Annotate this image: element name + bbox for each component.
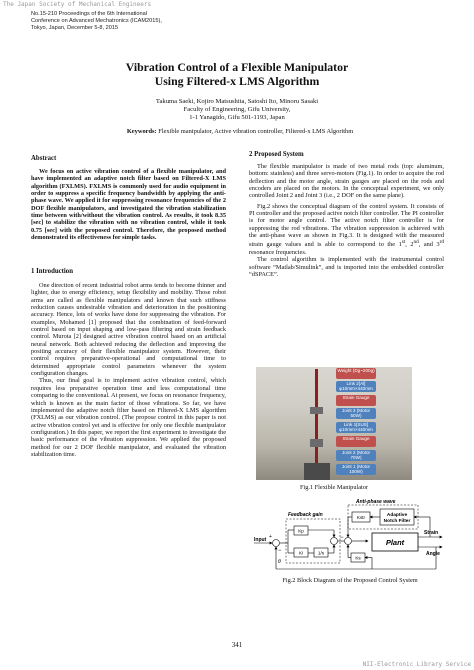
- photo-label: Strain Gauge: [336, 395, 376, 406]
- feedback-gain-label: Feedback gain: [288, 512, 323, 518]
- kstr-text: Kstr: [356, 515, 366, 520]
- theta-symbol: θ: [278, 559, 281, 565]
- manipulator-rod: [315, 369, 318, 469]
- system-paragraph: The control algorithm is implemented with the instrumental control software “Matlab/Simulink”, and is imported into the embedded controller “dSPACE”.: [249, 256, 444, 278]
- integrator-text: 1/s: [317, 550, 325, 556]
- sum-junction: [345, 538, 352, 545]
- abstract-body: [31, 168, 226, 241]
- photo-label: Link 1[SUS] φ10mm×440mm: [336, 422, 376, 433]
- system-paragraph: The flexible manipulator is made of two metal rods (top: aluminum, bottom: stainless) and three servo-motors (Fig.1). In order to acquire the rod deflection and the motor angle, strain gauges are placed on the rods and encoders are placed on the motors. In the conceptual experiment, we only controlled Joint 2 and Joint 3 (i.e., 2 DOF on the same plane).: [249, 163, 444, 200]
- intro-body: [31, 282, 226, 458]
- affiliation: Faculty of Engineering, Gifu University,: [183, 106, 291, 113]
- angle-label: Angle: [426, 551, 440, 557]
- notch-filter-text: Notch Filter: [383, 519, 411, 524]
- sum-junction: [273, 540, 280, 547]
- plus-sign: +: [269, 534, 272, 540]
- address: 1-1 Yanagido, Gifu 501-1193, Japan: [189, 114, 285, 121]
- joint-block: [310, 439, 323, 447]
- intro-heading: 1 Introduction: [31, 268, 73, 275]
- proceedings-line: Conference on Advanced Mechatronics (ICAM2015),: [31, 18, 162, 24]
- anti-phase-label: Anti-phase wave: [356, 499, 396, 505]
- sum-junction: [331, 538, 338, 545]
- photo-label: Strain Gauge: [336, 436, 376, 447]
- adaptive-text: Adaptive: [386, 513, 408, 518]
- minus-sign: −: [278, 548, 282, 554]
- watermark-top: The Japan Society of Mechanical Engineers: [3, 1, 152, 8]
- base-motor: [304, 463, 330, 480]
- photo-label: Joint 1 (Motor 100W): [336, 464, 376, 475]
- keywords-text: Flexible manipulator, Active vibration controller, Filtered-x LMS Algorithm: [158, 128, 354, 135]
- system-heading: 2 Proposed System: [249, 151, 304, 158]
- title-line: Vibration Control of a Flexible Manipulator: [125, 60, 349, 74]
- photo-label: Weight (Dg~200g): [336, 368, 376, 379]
- authors: Takuma Saeki, Kojiro Matsushita, Satoshi Ito, Minoru Sasaki: [155, 98, 319, 105]
- fig2-caption: Fig.2 Block Diagram of the Proposed Control System: [282, 577, 418, 584]
- ks-text: Ks: [355, 555, 361, 561]
- block-diagram: [252, 497, 448, 575]
- system-paragraph: Fig.2 shows the conceptual diagram of the control system. It consists of PI controller and the proposed active notch filter controller. The PI controller is for motor angle control. The active notch filter controller is for suppressing the rod vibrations. The vibration suppression is achieved with the anti-phase wave as shown in Fig.3. It is designed with the measured strain gauge values and is able to correspond to the 1st, 2nd, and 3rd resonance frequencies.: [249, 202, 445, 256]
- keywords: [40, 128, 440, 135]
- abstract-heading: Abstract: [31, 155, 57, 162]
- proceedings-line: Tokyo, Japan, December 5-8, 2015: [31, 25, 119, 31]
- proceedings-info: [31, 11, 162, 32]
- keywords-label: Keywords:: [126, 128, 157, 135]
- ki-text: Ki: [298, 550, 304, 556]
- photo-label: Joint 2 (Motor 70W): [336, 450, 376, 461]
- plant-text: Plant: [385, 538, 405, 547]
- abstract-text: We focus on active vibration control of a flexible manipulator, and have implemented an adaptive notch filter based on Filtered-X LMS algorithm (FXLMS). FXLMS is commonly used for audio equipment in order to suppress a specific frequency bandwidth by applying the anti-phase wave. We applied it for suppressing resonance frequencies of the 2 DOF flexible manipulators, and investigated the vibration stabilization time between with/without the vibration control. As results, it took 8.35 [sec] to stabilize the vibration with no vibration control, while it took 0.75 [sec] with the proposed control. Therefore, the proposed method demonstrated its effectiveness for simple tasks.: [31, 168, 226, 242]
- kp-text: Kp: [298, 528, 304, 534]
- proceedings-line: No.15-210 Proceedings of the 6th International: [31, 11, 147, 17]
- strain-label: Strain: [424, 530, 439, 536]
- title-line: Using Filtered-x LMS Algorithm: [154, 74, 320, 88]
- manipulator-photo: [256, 367, 412, 480]
- photo-label: Joint 3 (Motor 50W): [336, 408, 376, 419]
- joint-block: [310, 407, 323, 414]
- minus-sign: −: [340, 535, 344, 541]
- paper-title: [0, 60, 474, 88]
- intro-paragraph: Thus, our final goal is to implement active vibration control, which requires less preparative operation time and less computational time comparing to the conventional. At present, we focus on resonance frequency, which is known as the main factor of those vibrations. So far, we have implemented the adaptive notch filter based on Filtered-X LMS algorithm (FXLMS) as our vibration control. (The propose control in this paper is not active vibration control yet and is effective for only one flexible manipulator configuration.) In this paper, we report the first experiment to investigate the basic performance of the vibration suppression. We applied the proposed method for our 2 DOF flexible manipulator, and evaluated the vibration stabilization time.: [31, 377, 226, 458]
- intro-paragraph: One direction of recent industrial robot arms tends to become thinner and lighter, due to energy efficiency, setup flexibility and mobility. Those robot arms are called as flexible manipulators and known that such stiffness reduction causes undesirable vibration and deterioration in the positioning accuracy. Hence, lots of works have done for suppressing the vibration. For examples, Mohamed [1] proposed that the combination of feed-forward control based on input shaping and low-pass filtering and strain feedback control. Murota [2] designed active vibration control based on an artificial neural network. Both achieved reducing the deflection and improving the positing accuracy of their flexible manipulator system. However, their control requires preparative-operational and computational time to determined appropriate control parameters whenever the system configuration changes.: [31, 282, 226, 378]
- fig1-caption: Fig.1 Flexible Manipulator: [299, 484, 369, 491]
- page-number: 341: [231, 641, 243, 649]
- photo-label: Link 2[Al] φ10mm×440mm: [336, 381, 376, 392]
- input-label: Input: [254, 537, 267, 543]
- watermark-bottom: NII-Electronic Library Service: [362, 661, 471, 668]
- system-body: [249, 163, 444, 278]
